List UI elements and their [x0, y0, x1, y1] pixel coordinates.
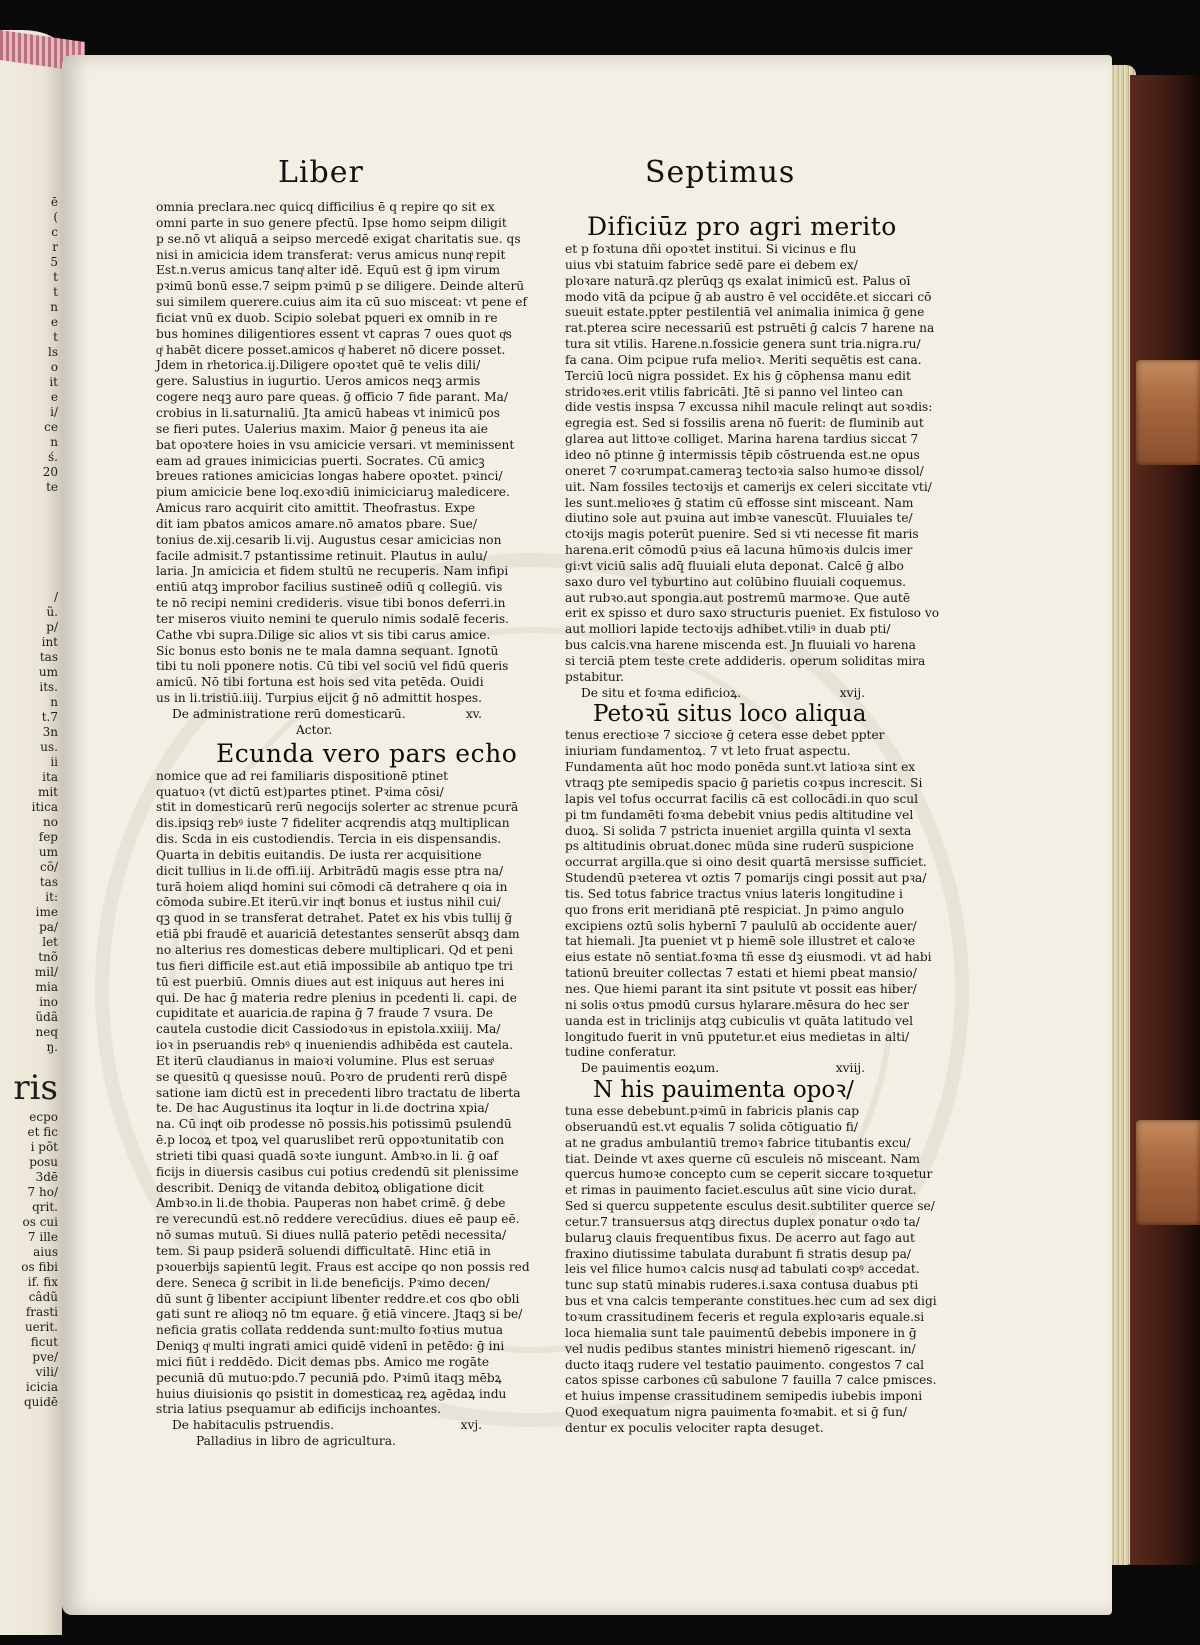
- left-block1-line: gere. Salustius in iugurtio. Ueros amicos neqꝫ armis: [156, 374, 481, 389]
- right-block1-line: modo vitā da pcipue ḡ ab austro ē vel occidēte.et siccari cō: [565, 289, 932, 304]
- left-block2-line: cupiditate et auaricia.de rapina ḡ 7 fraude 7 vsura. De: [156, 1006, 493, 1021]
- left-block2-line: Deniqꝫ qͣ multi ingrati amici quidē videnī in petēdo: ḡ ini: [156, 1339, 505, 1354]
- right-rubric-xvij-title: De situ et foꝛma edificioꝝ.: [581, 685, 741, 700]
- right-block2-line: lapis vel tofus occurrat facilis cā est collocādi.in quo scul: [565, 791, 919, 806]
- facing-left-page: [0, 30, 62, 1635]
- left-block2-line: huius diuisionis qo psistit in domesticaꝝ reꝝ agēdaꝝ indu: [156, 1386, 507, 1401]
- left-block2-line: turā hoiem aliqd homini sui cōmodi cā detrahere q oia in: [156, 879, 508, 894]
- left-block1-line: sui similem querere.cuius aim ita cū suo misceat: vt pene ef: [156, 295, 528, 310]
- left-rubric-xvj-number: xvj.: [460, 1418, 482, 1433]
- left-block2-line: re verecundū est.nō reddere verecūdius. diues eē paup eē.: [156, 1212, 520, 1227]
- left-block1-line: pium amicicie bene loq.exoꝛdiū inimiciciaruꝫ maledicere.: [156, 485, 510, 500]
- left-block2-line: satione iam dictū est in precedenti libro tractatu de liberta: [156, 1085, 521, 1100]
- left-block1-line: entiū atqꝫ improbor facilius sustineē odiū q collegiū. vis: [156, 580, 503, 595]
- left-rubric-xv: [156, 707, 512, 723]
- right-block3-line: vel nudis pedibus stantes ministri hiemenō rigescant. in/: [565, 1341, 916, 1356]
- right-rubric-xviij-title: De pauimentis eoꝝum.: [581, 1061, 720, 1076]
- right-block1-line: et p foꝛtuna dñi opoꝛtet institui. Si vicinus e flu: [565, 242, 857, 256]
- left-block2-line: pecuniā dū mutuo:pdo.7 pecuniā pdo. Pꝛimū itaqꝫ mēbꝝ: [156, 1370, 502, 1385]
- chapter-heading-dificium: Dificiūz pro agri merito: [587, 212, 897, 241]
- left-block1-line: Est.n.verus amicus tanqͣ alter idē. Equū est ḡ ipm virum: [156, 263, 501, 278]
- right-rubric-xviij-number: xviij.: [835, 1061, 865, 1076]
- left-block1-line: te nō recipi nemini credideris. visue tibi bonos deferri.in: [156, 596, 506, 611]
- right-block1-line: sueuit estate.ppter pestilentiā vel animalia inimica ḡ gene: [565, 305, 925, 320]
- left-rubric-xvj: [156, 1418, 512, 1434]
- left-author-palladius: Palladius in libro de agricultura.: [196, 1434, 396, 1449]
- left-block2-line: Et iterū claudianus in maioꝛi volumine. Plus est seruasͣ: [156, 1053, 493, 1068]
- right-block3-line: bus et vna calcis temperante constitues.hec cum ad sex digi: [565, 1294, 937, 1309]
- left-rubric-xv-number: xv.: [465, 707, 482, 721]
- left-block1-line: breues rationes amicicias longas habere opoꝛtet. pꝛinci/: [156, 469, 503, 484]
- left-block2-line: mici fiūt i reddēdo. Dicit demas pbs. Amico me rogāte: [156, 1354, 490, 1369]
- right-rubric-xviij: [565, 1061, 895, 1077]
- left-block1-line: bat opoꝛtere hoies in vsu amicicie versari. vt meminissent: [156, 437, 515, 452]
- right-block2-line: quo frons erit meridianā ptē respiciat. Jn pꝛimo angulo: [565, 902, 904, 917]
- left-block1-line: Jdem in rhetorica.ij.Diligere opoꝛtet quē te velis dili/: [156, 358, 481, 373]
- left-block1-line: facile admisit.7 pstantissime retinuit. Plautus in aulu/: [156, 548, 488, 563]
- left-block2-line: stria latius psequamur ab edificijs inchoantes.: [156, 1402, 441, 1417]
- right-block1-line: erit ex spisso et duro saxo structuris pueniet. Ex fistuloso vo: [565, 606, 940, 621]
- left-block2-line: Quarta in debitis euitandis. De iusta rer acquisitione: [156, 847, 482, 862]
- left-block2-line: se quesitū q quesisse nouū. Poꝛro de prudenti rerū dispē: [156, 1069, 508, 1084]
- left-block2-line: cautela custodie dicit Cassiodoꝛus in epistola.xxiiij. Ma/: [156, 1022, 501, 1037]
- right-block2-line: ps altitudinis obruat.donec müda sine ruderū suspicione: [565, 839, 914, 854]
- right-block2-line: ni solis oꝛtus pmodū cursus hylarare.mēsura do hec ser: [565, 997, 909, 1012]
- right-block2-line: tat hiemali. Jta pueniet vt p hiemē sole illustret et caloꝛe: [565, 934, 916, 949]
- right-block1-line: tura sit vtilis. Harene.n.fossicie genera sunt tria.nigra.ru/: [565, 337, 921, 352]
- right-block2-line: tenus erectioꝛe 7 siccioꝛe ḡ cetera esse debet ppter: [565, 728, 885, 743]
- left-block1-line: us in li.tristiū.iiij. Turpius eijcit ḡ nō admittit hospes.: [156, 691, 483, 706]
- right-block1-line: pstabitur.: [565, 669, 625, 684]
- left-block1-line: tonius de.xij.cesarib li.vij. Augustus cesar amicicias non: [156, 532, 502, 547]
- right-block3-line: obseruandū est.vt equalis 7 solida cōtiguatio fi/: [565, 1119, 858, 1134]
- right-block1-line: egregia est. Sed si fossilis arena nō fuerit: de fluminib aut: [565, 416, 924, 431]
- left-block2-line: tem. Si paup psiderā soluendi difficultatē. Hinc etiā in: [156, 1244, 491, 1258]
- left-block1-line: crobius in li.saturnaliū. Jta amicū habeas vt inimicū pos: [156, 405, 500, 420]
- right-block1-line: ideo nō ptinne ḡ intermissis tēpib cōstruenda est.ne opus: [565, 447, 920, 462]
- right-block3-line: fraxino diutissime tabulata durabunt fi stratis desup pa/: [565, 1246, 911, 1261]
- left-block2-line: dere. Seneca ḡ scribit in li.de beneficijs. Pꝛimo decen/: [156, 1275, 490, 1290]
- clasp-strap-upper: [1136, 360, 1200, 465]
- right-block3-line: tunc sup statū minabis ruderes.i.saxa contusa duabus pti: [565, 1278, 919, 1293]
- right-block1-line: stridoꝛes.erit vtilis fabricāti. Jtē si panno vel linteo can: [565, 384, 904, 399]
- left-block2-line: na. Cū inqͣt oib prodesse nō possis.his potissimū psulendū: [156, 1117, 512, 1132]
- right-block1-line: si terciā ptem teste crete addideris. operum soliditas mira: [565, 653, 926, 668]
- left-block2-line: strieti tibi quasi quadā soꝛte iungunt. Ambꝛo.in li. ḡ oaf: [156, 1148, 498, 1163]
- left-block1-line: bus homines diligentiores essent vt capras 7 oues quot qͥs: [156, 326, 512, 341]
- chapter-heading-secunda: Ecunda vero pars echo: [216, 738, 518, 768]
- chapter-heading-petorum: Petoꝛū situs loco aliqua: [593, 701, 867, 728]
- right-block3-line: at ne gradus ambulantiū tremoꝛ fabrice titubantis excu/: [565, 1135, 911, 1150]
- left-block1-line: dit iam pbatos amicos amare.nō amatos pbare. Sue/: [156, 516, 477, 531]
- right-block1-line: aut rubꝛo.aut spongia.aut postremū marmoꝛe. Que autē: [565, 590, 911, 605]
- left-block1-line: pꝛimū bonū esse.7 seipm pꝛimū p se diligere. Deinde alterū: [156, 279, 525, 294]
- right-block3-line: Quod exequatum nigra pauimenta foꝛmabit. et si ḡ fun/: [565, 1405, 908, 1420]
- left-block2-line: quatuoꝛ (vt dictū est)partes ptinet. Pꝛima cōsi/: [156, 784, 444, 799]
- right-block2-line: occurrat argilla.que si oino desit quartā mersisse sufficiet.: [565, 855, 927, 870]
- right-block2-line: vtraqꝫ pte semipedis spacio ḡ parietis coꝛpus increscit. Si: [565, 776, 923, 790]
- left-block2-line: Ambꝛo.in li.de thobia. Pauperas non habet crimē. ḡ debe: [156, 1196, 506, 1211]
- chapter-heading-pauimenta: N his pauimenta opoꝛ/: [593, 1077, 854, 1104]
- right-block1-line: gi:vt viciū salis adq̄ fluuiali eluta deponat. Calcē ḡ albo: [565, 558, 904, 573]
- right-block2-line: tationū breuiter collectas 7 estati et hiemi pbeat mansio/: [565, 966, 917, 981]
- right-block3-line: ducto itaqꝫ rudere vel testatio pauimento. congestos 7 cal: [565, 1357, 925, 1372]
- left-block1-line: Sic bonus esto bonis ne te mala damna sequant. Ignotū: [156, 643, 499, 658]
- left-block2-line: gati sunt re alioqꝫ nō tm equare. ḡ etiā vincere. Jtaqꝫ si be/: [156, 1307, 523, 1322]
- left-block2-line: qꝫ quod in se transferat detrahet. Patet ex his vbis tullij ḡ: [156, 911, 513, 926]
- right-block2-line: tudine conferatur.: [565, 1045, 677, 1060]
- right-block2-line: nes. Que hiemi parant ita sint psitute vt possit eas hiber/: [565, 981, 917, 996]
- left-block2-line: no alterius res domesticas debere multiplicari. Qd et peni: [156, 942, 513, 957]
- right-block1-line: diutino sole aut pꝛuina aut imbꝛe vanescūt. Fluuiales te/: [565, 511, 913, 526]
- right-block2-line: iniuriam fundamentoꝝ. 7 vt leto fruat aspectu.: [565, 744, 851, 759]
- running-head-left: Liber: [278, 155, 364, 190]
- left-block1-line: amicū. Nō tibi fortuna est hois sed vita petēda. Ouidi: [156, 675, 484, 690]
- left-author-actor: Actor.: [296, 722, 333, 737]
- right-rubric-xvij-number: xvij.: [839, 685, 865, 700]
- right-block2-line: tis. Sed totus fabrice tractus vnius lateris longitudine i: [565, 886, 903, 901]
- left-block2-line: ē.p locoꝝ et tpoꝝ vel quaruslibet rerū oppoꝛtunitatib con: [156, 1133, 505, 1148]
- right-block2-line: pi tm fundamēti foꝛma debebit vnius pedis altitudine vel: [565, 807, 914, 822]
- right-block3-line: catos spisse carbones cū sabulone 7 fauilla 7 calce pmisces.: [565, 1373, 937, 1388]
- left-block2-line: stit in domesticarū rerū negocijs solerter ac strenue pcurā: [156, 800, 519, 815]
- left-block1-line: p se.nō vt aliquā a seipso mercedē exigat charitatis sue. qs: [156, 231, 521, 246]
- left-block1-line: ficiat vnū ex duob. Scipio solebat pqueri ex omnib in re: [156, 310, 498, 325]
- right-block1-line: aut molliori lapide tectoꝛijs adhibet.vtiliꝰ in duab pti/: [565, 622, 891, 637]
- right-block3-line: et rimas in pauimento faciet.esculus aūt sine vicio durat.: [565, 1183, 917, 1198]
- right-block1-line: Terciū locū nigra possidet. Ex his ḡ cōphensa manu edit: [565, 368, 911, 383]
- leather-cover: [1130, 75, 1200, 1565]
- right-block2-line: excipiens oztū solis hybernī 7 paululū ab occidente auer/: [565, 918, 917, 933]
- left-margin-text-top: ē ( c r 5 t t n e t ls o it e i/ ce n ś. 20 te: [42, 195, 58, 494]
- right-block1-line: ploꝛare naturā.qz plerūqꝫ qs exalat inimicū est. Palus oī: [565, 273, 911, 288]
- right-block2-line: Fundamenta aūt hoc modo ponēda sunt.vt latioꝛa sint ex: [565, 760, 916, 775]
- right-block3-line: quercus humoꝛe concepto cum se ceperit siccare toꝛquetur: [565, 1167, 933, 1182]
- right-block1-line: saxo duro vel tyburtino aut colūbino fluuiali coquemus.: [565, 574, 907, 589]
- right-block3-line: loca hiemalia sunt tale pauimentū debebis imponere in ḡ: [565, 1325, 917, 1340]
- right-block1-line: rat.pterea scire necessariū est pstruēti ḡ calcis 7 harene na: [565, 321, 935, 336]
- right-block3-line: tuna esse debebunt.pꝛimū in fabricis planis cap: [565, 1104, 860, 1119]
- left-block1-line: omni parte in suo genere pfectū. Ipse homo seipm diligit: [156, 215, 507, 230]
- right-block2-line: Studendū pꝛeterea vt oztis 7 pomarijs cingi possit aut pꝛa/: [565, 871, 927, 886]
- left-block1-line: laria. Jn amicicia et fidem stultū ne recuperis. Nam infipi: [156, 564, 509, 579]
- right-block3-line: toꝛum crassitudinem feceris et regula exploꝛaris equale.si: [565, 1310, 925, 1324]
- right-block1-line: les sunt.melioꝛes ḡ statim cū effosse sint misceant. Nam: [565, 495, 914, 510]
- left-block2-line: ioꝛ in pseruandis rebꝰ q inueniendis adhibēda est cautela.: [156, 1038, 513, 1053]
- left-block1-line: qͥ habēt dicere posset.amicos qͥ haberet nō dicere posset.: [156, 342, 506, 357]
- running-head-right: Septimus: [645, 155, 796, 190]
- left-block2-line: tus fieri difficile est.aut etiā impossibile ab antiquo tpe tri: [156, 958, 513, 973]
- left-block2-line: te. De hac Augustinus ita loqtur in li.de doctrina xpia/: [156, 1101, 489, 1116]
- right-block3-line: leis vel filice humoꝛ calcis nusqͣ ad tabulati coꝛpꝰ accedat.: [565, 1262, 920, 1277]
- left-margin-text-tail: ecpo et fic i põt posu 3dē 7 ho/ qrit. os cui 7 ille aius os fibi if. fix câdũ frasti uerit. ficut pve/ vili/ icicia quidē: [21, 1110, 58, 1409]
- right-block3-line: et huius impense crassitudinem semipedis iubebis imponi: [565, 1389, 923, 1404]
- right-block1-line: harena.erit cōmodū pꝛius eā lacuna hūmoꝛis dulcis imer: [565, 543, 913, 558]
- left-block2-line: nomice que ad rei familiaris dispositionē ptinet: [156, 768, 449, 783]
- left-block1-line: se fieri putes. Ualerius maxim. Maior ḡ peneus ita aie: [156, 421, 489, 436]
- right-block2-line: duoꝝ. Si solida 7 pstricta inueniet argilla quinta vl sexta: [565, 823, 912, 838]
- left-block2-line: cōmoda subire.Et iterū.vir inqͣt bonus et iustus nihil cui/: [156, 895, 501, 910]
- right-block3-line: tiat. Deinde vt axes querne cū esculeis nō misceant. Nam: [565, 1151, 920, 1166]
- left-margin-text-bottom: / ũ. p/ int tas um its. n t.7 3n us. ii ita mit itica no fep um cõ/ tas it: ime pa/ let tnõ mil/ mia ino ũdã neq ŋ.: [31, 590, 58, 1054]
- left-block2-line: dis.ipsiqꝫ rebꝰ iuste 7 fideliter acqrendis atqꝫ multiplican: [156, 816, 510, 831]
- left-rubric-xvj-title: De habitaculis pstruendis.: [172, 1418, 334, 1433]
- right-block1-line: fa cana. Oim pcipue rufa melioꝛ. Meriti sequētis est cana.: [565, 352, 922, 367]
- left-margin-section-letters: ris: [13, 1068, 58, 1108]
- left-block1-line: Cathe vbi supra.Dilige sic alios vt sis tibi carus amice.: [156, 627, 491, 642]
- right-block3-line: Sed si quercu suppetente esculus desit.subtiliter querce se/: [565, 1199, 935, 1214]
- left-block1-line: nisi in amicicia idem transferat: verus amicus nunqͣ repit: [156, 247, 506, 262]
- left-block2-line: pꝛouerbijs sapientū legit. Fraus est accipe qo non possis red: [156, 1259, 530, 1274]
- right-block3-line: dentur ex poculis velociter rapta desuget.: [565, 1420, 824, 1435]
- right-block2-line: longitudo fuerit in vnū pputetur.et eius medietas in alti/: [565, 1029, 910, 1044]
- right-block1-line: dide vestis inspsa 7 excussa nihil macule relinqt aut soꝛdis:: [565, 400, 933, 415]
- left-block2-line: describit. Deniqꝫ de vitanda debitoꝝ obligatione dicit: [156, 1180, 484, 1195]
- right-block1-line: uius vbi statuim fabrice sedē pare ei debem ex/: [565, 257, 858, 272]
- left-block1-line: Amicus raro acquirit cito amittit. Theofrastus. Expe: [156, 501, 476, 516]
- right-rubric-xvij: [565, 686, 895, 702]
- right-block3-line: bularuꝫ clauis frequentibus fixus. De acerro aut fago aut: [565, 1230, 915, 1245]
- left-block2-line: ficijs in diuersis casibus cui potius credendū sit plenissime: [156, 1164, 519, 1179]
- left-block2-line: etiā pbi fraudē et auariciā detestantes senserūt absqꝫ dam: [156, 927, 520, 942]
- left-block1-line: eam ad graues inimicicias puerti. Socrates. Cū amicꝫ: [156, 453, 485, 468]
- left-rubric-xv-title: De administratione rerū domesticarū.: [172, 707, 406, 721]
- right-block1-line: glarea aut littoꝛe colliget. Marina harena tardius siccat 7: [565, 432, 919, 447]
- left-block2-line: nō sumas mutuū. Si diues nullā paterio petēdi necessita/: [156, 1228, 507, 1243]
- left-block2-line: qui. De hac ḡ materia redre plenius in pcedenti li. capi. de: [156, 990, 517, 1005]
- left-block2-line: dū sunt ḡ libenter accipiunt libenter reddre.et cos qbo obli: [156, 1291, 520, 1306]
- right-block1-line: ctoꝛijs magis poterūt puenire. Sed si vti necesse fit maris: [565, 527, 919, 542]
- right-block1-line: oneret 7 coꝛrumpat.cameraꝫ tectoꝛia salso humoꝛe dissol/: [565, 463, 924, 478]
- left-block1-line: cogere neqꝫ auro pare queas. ḡ officio 7 fide parant. Ma/: [156, 390, 508, 405]
- right-block1-line: uit. Nam fossiles tectoꝛijs et camerijs ex celeri siccitate vti/: [565, 479, 932, 494]
- left-block2-line: dis. Scda in eis custodiendis. Tercia in eis dispensandis.: [156, 832, 502, 847]
- left-block2-line: neficia gratis collata reddenda sunt:multo foꝛtius mutua: [156, 1323, 503, 1338]
- right-text-column: [565, 212, 940, 1437]
- right-block1-line: bus calcis.vna harene miscenda est. Jn fluuiali vo harena: [565, 638, 916, 653]
- left-block2-line: dicit tullius in li.de offi.iij. Arbitrādū magis esse ptra na/: [156, 863, 504, 878]
- left-text-column: [156, 200, 530, 1450]
- left-block2-line: tū est puerbiū. Omnis diues aut est iniquus aut heres ini: [156, 974, 505, 989]
- right-block2-line: eius estate nō sentiat.foꝛma tñ esse dꝫ eiusmodi. vt ad habi: [565, 950, 932, 965]
- right-block2-line: uanda est in triclinijs atqꝫ cubiculis vt quāta latitudo vel: [565, 1013, 914, 1028]
- clasp-strap-lower: [1136, 1120, 1200, 1225]
- left-block1-line: ter miseros viuito nemini te querulo nimis sodalē feceris.: [156, 611, 510, 626]
- left-block1-line: tibi tu noli pponere notis. Cū tibi vel sociū vel fidū queris: [156, 659, 509, 674]
- left-block1-line: omnia preclara.nec quicq difficilius ē q repire qo sit ex: [156, 200, 495, 214]
- right-block3-line: cetur.7 transuersus atqꝫ directus duplex ponatur oꝛdo ta/: [565, 1214, 920, 1229]
